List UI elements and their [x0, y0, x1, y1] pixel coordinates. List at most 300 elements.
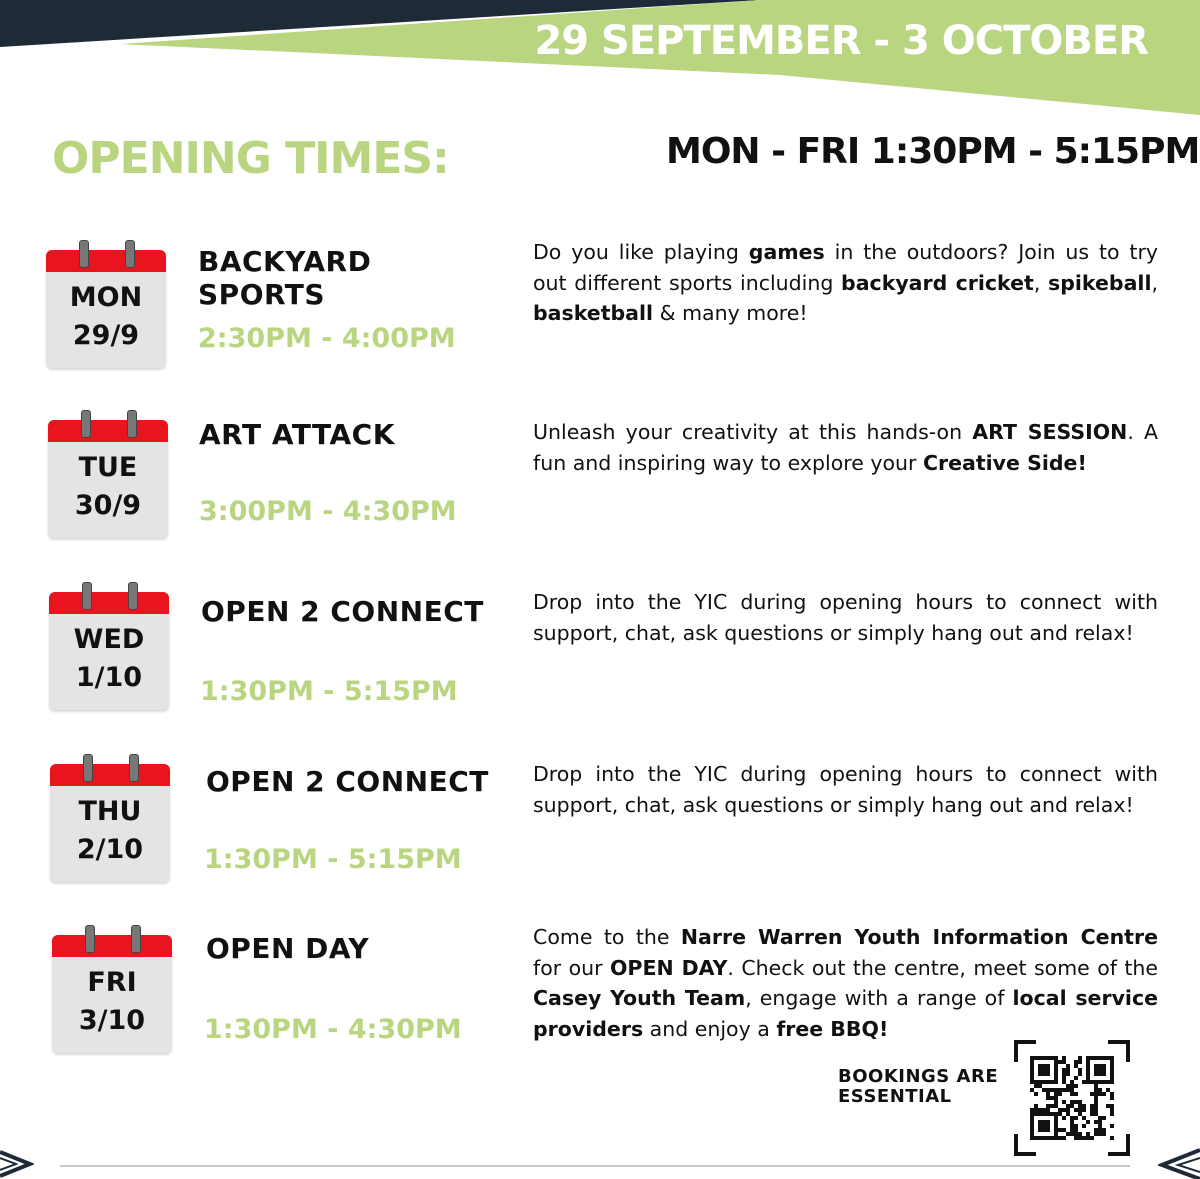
- qr-module: [1046, 1120, 1050, 1124]
- calendar-ring: [81, 410, 91, 438]
- qr-module: [1030, 1116, 1034, 1120]
- qr-module: [1086, 1064, 1090, 1068]
- event-description: [533, 237, 1158, 329]
- qr-module: [1082, 1116, 1086, 1120]
- qr-module: [1046, 1088, 1050, 1092]
- qr-module: [1042, 1072, 1046, 1076]
- description-text: . A fun and inspiring way to explore your: [533, 420, 1158, 475]
- qr-module: [1098, 1068, 1102, 1072]
- qr-module: [1030, 1064, 1034, 1068]
- qr-module: [1078, 1104, 1082, 1108]
- qr-module: [1066, 1112, 1070, 1116]
- qr-module: [1086, 1060, 1090, 1064]
- qr-module: [1082, 1080, 1086, 1084]
- qr-module: [1102, 1128, 1106, 1132]
- event-description: [533, 759, 1158, 820]
- opening-times-label: OPENING TIMES:: [52, 133, 449, 184]
- qr-module: [1110, 1136, 1114, 1140]
- event-date: 29/9: [72, 320, 140, 351]
- qr-module: [1034, 1080, 1038, 1084]
- qr-module: [1054, 1080, 1058, 1084]
- qr-module: [1054, 1136, 1058, 1140]
- description-highlight: Narre Warren Youth Information Centre: [680, 925, 1158, 949]
- qr-module: [1102, 1056, 1106, 1060]
- qr-module: [1078, 1056, 1082, 1060]
- event-day: TUE: [78, 452, 138, 483]
- qr-module: [1110, 1056, 1114, 1060]
- qr-module: [1070, 1132, 1074, 1136]
- qr-module: [1102, 1116, 1106, 1120]
- qr-module: [1030, 1124, 1034, 1128]
- qr-module: [1098, 1080, 1102, 1084]
- qr-module: [1054, 1112, 1058, 1116]
- qr-module: [1106, 1088, 1110, 1092]
- qr-module: [1110, 1064, 1114, 1068]
- qr-module: [1042, 1068, 1046, 1072]
- qr-module: [1062, 1116, 1066, 1120]
- qr-module: [1030, 1076, 1034, 1080]
- qr-module: [1054, 1120, 1058, 1124]
- qr-module: [1086, 1136, 1090, 1140]
- qr-module: [1070, 1088, 1074, 1092]
- qr-module: [1098, 1072, 1102, 1076]
- footer-divider: [60, 1165, 1130, 1167]
- description-highlight: free BBQ!: [776, 1016, 889, 1041]
- qr-module: [1078, 1100, 1082, 1104]
- event-date: 2/10: [76, 834, 144, 865]
- event-description: [533, 417, 1158, 478]
- qr-module: [1074, 1108, 1078, 1112]
- qr-module: [1030, 1112, 1034, 1116]
- qr-module: [1074, 1132, 1078, 1136]
- qr-module: [1038, 1064, 1042, 1068]
- qr-module: [1094, 1112, 1098, 1116]
- event-time: 3:00PM - 4:30PM: [199, 496, 457, 527]
- qr-module: [1078, 1072, 1082, 1076]
- description-highlight: local service providers: [533, 986, 1159, 1041]
- qr-module: [1034, 1112, 1038, 1116]
- calendar-header-band: [46, 250, 166, 272]
- qr-module: [1090, 1092, 1094, 1096]
- event-date: 30/9: [74, 490, 142, 521]
- qr-module: [1074, 1128, 1078, 1132]
- qr-module: [1042, 1128, 1046, 1132]
- qr-module: [1078, 1132, 1082, 1136]
- qr-module: [1098, 1120, 1102, 1124]
- qr-module: [1034, 1104, 1038, 1108]
- qr-module: [1046, 1092, 1050, 1096]
- qr-module: [1050, 1096, 1054, 1100]
- qr-module: [1078, 1112, 1082, 1116]
- calendar-ring: [83, 754, 93, 782]
- qr-module: [1090, 1112, 1094, 1116]
- qr-module: [1054, 1088, 1058, 1092]
- qr-module: [1050, 1056, 1054, 1060]
- qr-module: [1062, 1060, 1066, 1064]
- calendar-ring: [85, 925, 95, 953]
- qr-module: [1102, 1072, 1106, 1076]
- calendar-ring: [82, 582, 92, 610]
- description-highlight: backyard cricket: [841, 270, 1034, 295]
- qr-module: [1062, 1088, 1066, 1092]
- qr-module: [1038, 1124, 1042, 1128]
- qr-module: [1050, 1136, 1054, 1140]
- calendar-header-band: [48, 420, 168, 442]
- qr-module: [1042, 1080, 1046, 1084]
- qr-module: [1042, 1112, 1046, 1116]
- qr-module: [1110, 1080, 1114, 1084]
- event-time: 1:30PM - 4:30PM: [204, 1014, 462, 1045]
- qr-module: [1070, 1084, 1074, 1088]
- qr-module: [1038, 1120, 1042, 1124]
- bookings-line-1: BOOKINGS ARE: [838, 1066, 999, 1087]
- qr-module: [1058, 1060, 1062, 1064]
- qr-module: [1042, 1056, 1046, 1060]
- qr-module: [1094, 1128, 1098, 1132]
- qr-module: [1062, 1128, 1066, 1132]
- qr-module: [1046, 1136, 1050, 1140]
- qr-module: [1046, 1068, 1050, 1072]
- event-day: FRI: [87, 967, 137, 998]
- description-text: , engage with a range of: [745, 986, 1013, 1010]
- qr-module: [1098, 1092, 1102, 1096]
- description-highlight: games: [748, 240, 825, 264]
- event-day: WED: [73, 624, 145, 655]
- qr-module: [1110, 1096, 1114, 1100]
- qr-module: [1086, 1080, 1090, 1084]
- qr-module: [1038, 1112, 1042, 1116]
- qr-module: [1098, 1128, 1102, 1132]
- calendar-icon: [50, 754, 170, 882]
- description-text: Drop into the YIC during opening hours to connect with support, chat, ask questions or simply hang out and relax!: [533, 590, 1158, 645]
- event-date: 1/10: [75, 662, 143, 693]
- qr-module: [1086, 1076, 1090, 1080]
- qr-module: [1038, 1136, 1042, 1140]
- qr-module: [1054, 1128, 1058, 1132]
- qr-module: [1050, 1104, 1054, 1108]
- qr-module: [1038, 1108, 1042, 1112]
- qr-module: [1034, 1084, 1038, 1088]
- qr-module: [1094, 1104, 1098, 1108]
- qr-module: [1086, 1072, 1090, 1076]
- bookings-line-2: ESSENTIAL: [838, 1086, 952, 1107]
- qr-module: [1030, 1060, 1034, 1064]
- description-text: Drop into the YIC during opening hours to connect with support, chat, ask questions or simply hang out and relax!: [533, 762, 1158, 817]
- qr-module: [1062, 1100, 1066, 1104]
- calendar-ring: [131, 925, 141, 953]
- qr-module: [1098, 1116, 1102, 1120]
- qr-module: [1038, 1084, 1042, 1088]
- event-title: OPEN 2 CONNECT: [206, 765, 489, 798]
- qr-module: [1074, 1064, 1078, 1068]
- qr-module: [1034, 1136, 1038, 1140]
- opening-hours: MON - FRI 1:30PM - 5:15PM: [666, 131, 1200, 172]
- description-text: & many more!: [653, 301, 808, 325]
- qr-module: [1066, 1104, 1070, 1108]
- qr-module: [1094, 1088, 1098, 1092]
- qr-module: [1078, 1068, 1082, 1072]
- qr-module: [1074, 1060, 1078, 1064]
- qr-module: [1098, 1064, 1102, 1068]
- event-title: ART ATTACK: [199, 418, 395, 451]
- qr-module: [1086, 1056, 1090, 1060]
- qr-module: [1090, 1104, 1094, 1108]
- qr-module: [1090, 1108, 1094, 1112]
- qr-module: [1110, 1072, 1114, 1076]
- qr-module: [1098, 1088, 1102, 1092]
- qr-module: [1094, 1080, 1098, 1084]
- qr-module: [1046, 1104, 1050, 1108]
- qr-module: [1074, 1084, 1078, 1088]
- calendar-header-band: [50, 764, 170, 786]
- qr-module: [1078, 1060, 1082, 1064]
- qr-module: [1054, 1132, 1058, 1136]
- qr-module: [1046, 1124, 1050, 1128]
- qr-module: [1038, 1072, 1042, 1076]
- qr-module: [1094, 1096, 1098, 1100]
- qr-module: [1054, 1124, 1058, 1128]
- qr-module: [1106, 1104, 1110, 1108]
- event-time: 1:30PM - 5:15PM: [200, 676, 458, 707]
- qr-module: [1094, 1084, 1098, 1088]
- qr-module: [1054, 1060, 1058, 1064]
- qr-module: [1030, 1132, 1034, 1136]
- qr-module: [1110, 1104, 1114, 1108]
- qr-module: [1030, 1136, 1034, 1140]
- description-highlight: OPEN DAY: [610, 955, 728, 980]
- qr-module: [1038, 1056, 1042, 1060]
- qr-module: [1062, 1136, 1066, 1140]
- qr-module: [1070, 1100, 1074, 1104]
- calendar-icon: [46, 240, 166, 368]
- description-text: for our: [533, 955, 610, 980]
- qr-module: [1082, 1108, 1086, 1112]
- qr-module: [1094, 1064, 1098, 1068]
- qr-module: [1030, 1056, 1034, 1060]
- qr-module: [1110, 1092, 1114, 1096]
- qr-module: [1078, 1136, 1082, 1140]
- qr-module: [1094, 1068, 1098, 1072]
- qr-module: [1046, 1096, 1050, 1100]
- description-text: ,: [1033, 270, 1049, 295]
- qr-module: [1054, 1116, 1058, 1120]
- qr-module: [1074, 1076, 1078, 1080]
- qr-module: [1054, 1100, 1058, 1104]
- qr-module: [1046, 1108, 1050, 1112]
- qr-module: [1066, 1084, 1070, 1088]
- qr-module: [1074, 1136, 1078, 1140]
- qr-module: [1106, 1080, 1110, 1084]
- qr-module: [1074, 1092, 1078, 1096]
- calendar-ring: [79, 240, 89, 268]
- qr-module: [1098, 1132, 1102, 1136]
- description-text: . Check out the centre, meet some of the: [727, 955, 1159, 980]
- calendar-icon: [48, 410, 168, 538]
- qr-module: [1086, 1120, 1090, 1124]
- qr-module: [1030, 1072, 1034, 1076]
- event-title: BACKYARD SPORTS: [198, 245, 372, 311]
- qr-module: [1062, 1056, 1066, 1060]
- qr-module: [1074, 1124, 1078, 1128]
- qr-module: [1062, 1076, 1066, 1080]
- qr-module: [1046, 1112, 1050, 1116]
- qr-module: [1066, 1132, 1070, 1136]
- qr-module: [1042, 1124, 1046, 1128]
- qr-module: [1078, 1108, 1082, 1112]
- qr-module: [1054, 1096, 1058, 1100]
- qr-module: [1090, 1080, 1094, 1084]
- chevron-left-icon: [1158, 1148, 1200, 1179]
- qr-code-icon[interactable]: [1014, 1040, 1130, 1156]
- qr-module: [1094, 1120, 1098, 1124]
- qr-module: [1094, 1100, 1098, 1104]
- event-time: 1:30PM - 5:15PM: [204, 844, 462, 875]
- qr-module: [1030, 1088, 1034, 1092]
- qr-module: [1030, 1128, 1034, 1132]
- qr-module: [1054, 1092, 1058, 1096]
- description-text: Do you like playing: [533, 240, 749, 264]
- qr-module: [1038, 1128, 1042, 1132]
- calendar-ring: [127, 410, 137, 438]
- qr-module: [1030, 1068, 1034, 1072]
- qr-module: [1086, 1132, 1090, 1136]
- description-highlight: Creative Side!: [922, 450, 1087, 475]
- bookings-note: [838, 1067, 998, 1107]
- qr-module: [1090, 1136, 1094, 1140]
- event-title: OPEN DAY: [206, 932, 370, 965]
- qr-module: [1070, 1120, 1074, 1124]
- qr-module: [1070, 1124, 1074, 1128]
- event-day: MON: [69, 282, 143, 313]
- qr-module: [1094, 1072, 1098, 1076]
- qr-module: [1110, 1112, 1114, 1116]
- qr-module: [1050, 1112, 1054, 1116]
- qr-module: [1042, 1136, 1046, 1140]
- qr-module: [1066, 1064, 1070, 1068]
- description-highlight: ART SESSION: [972, 420, 1128, 444]
- chevron-right-icon: [0, 1148, 34, 1179]
- description-highlight: Casey Youth Team: [533, 986, 746, 1010]
- qr-module: [1102, 1080, 1106, 1084]
- qr-module: [1066, 1072, 1070, 1076]
- calendar-icon: [49, 582, 169, 710]
- qr-module: [1054, 1064, 1058, 1068]
- qr-module: [1058, 1128, 1062, 1132]
- qr-module: [1102, 1064, 1106, 1068]
- qr-module: [1110, 1076, 1114, 1080]
- qr-module: [1070, 1080, 1074, 1084]
- qr-module: [1058, 1108, 1062, 1112]
- qr-module: [1054, 1056, 1058, 1060]
- qr-module: [1110, 1124, 1114, 1128]
- qr-module: [1030, 1108, 1034, 1112]
- event-day: THU: [78, 796, 142, 827]
- qr-module: [1046, 1080, 1050, 1084]
- qr-module: [1082, 1124, 1086, 1128]
- qr-module: [1034, 1056, 1038, 1060]
- qr-module: [1066, 1088, 1070, 1092]
- qr-module: [1074, 1116, 1078, 1120]
- event-time: 2:30PM - 4:00PM: [198, 323, 456, 354]
- qr-module: [1062, 1108, 1066, 1112]
- qr-module: [1050, 1088, 1054, 1092]
- qr-module: [1074, 1100, 1078, 1104]
- qr-module: [1094, 1108, 1098, 1112]
- qr-module: [1034, 1092, 1038, 1096]
- qr-module: [1054, 1076, 1058, 1080]
- description-text: in the outdoors? Join us to try out different sports including: [533, 240, 1159, 295]
- event-description: [533, 922, 1158, 1044]
- qr-module: [1070, 1128, 1074, 1132]
- qr-module: [1066, 1068, 1070, 1072]
- qr-module: [1042, 1064, 1046, 1068]
- qr-module: [1042, 1088, 1046, 1092]
- qr-module: [1070, 1104, 1074, 1108]
- qr-module: [1098, 1124, 1102, 1128]
- qr-module: [1050, 1080, 1054, 1084]
- qr-module: [1046, 1056, 1050, 1060]
- qr-module: [1054, 1068, 1058, 1072]
- qr-module: [1062, 1080, 1066, 1084]
- description-text: ,: [1151, 270, 1158, 295]
- qr-module: [1054, 1072, 1058, 1076]
- event-date: 3/10: [78, 1005, 146, 1036]
- qr-module: [1030, 1120, 1034, 1124]
- qr-module: [1030, 1080, 1034, 1084]
- description-text: Come to the: [533, 925, 681, 949]
- qr-module: [1094, 1092, 1098, 1096]
- qr-module: [1058, 1136, 1062, 1140]
- qr-module: [1054, 1104, 1058, 1108]
- qr-module: [1042, 1108, 1046, 1112]
- qr-module: [1102, 1132, 1106, 1136]
- qr-module: [1110, 1068, 1114, 1072]
- qr-module: [1082, 1104, 1086, 1108]
- qr-module: [1058, 1112, 1062, 1116]
- qr-module: [1046, 1064, 1050, 1068]
- calendar-header-band: [49, 592, 169, 614]
- qr-module: [1038, 1068, 1042, 1072]
- qr-module: [1062, 1072, 1066, 1076]
- qr-module: [1090, 1056, 1094, 1060]
- qr-module: [1098, 1056, 1102, 1060]
- description-highlight: spikeball: [1048, 270, 1152, 295]
- qr-module: [1094, 1132, 1098, 1136]
- calendar-ring: [128, 582, 138, 610]
- description-highlight: basketball: [533, 301, 654, 325]
- date-range-title: 29 SEPTEMBER - 3 OCTOBER: [534, 18, 1148, 64]
- calendar-ring: [125, 240, 135, 268]
- qr-module: [1086, 1068, 1090, 1072]
- qr-module: [1058, 1092, 1062, 1096]
- event-title: OPEN 2 CONNECT: [201, 595, 484, 628]
- qr-module: [1102, 1068, 1106, 1072]
- qr-module: [1110, 1060, 1114, 1064]
- qr-module: [1102, 1092, 1106, 1096]
- description-text: Unleash your creativity at this hands-on: [533, 420, 973, 444]
- qr-module: [1070, 1092, 1074, 1096]
- qr-module: [1066, 1108, 1070, 1112]
- qr-module: [1062, 1068, 1066, 1072]
- calendar-header-band: [52, 935, 172, 957]
- qr-module: [1094, 1056, 1098, 1060]
- qr-module: [1042, 1120, 1046, 1124]
- description-text: and enjoy a: [643, 1016, 777, 1041]
- event-description: [533, 587, 1158, 648]
- qr-module: [1034, 1108, 1038, 1112]
- calendar-ring: [129, 754, 139, 782]
- qr-module: [1038, 1080, 1042, 1084]
